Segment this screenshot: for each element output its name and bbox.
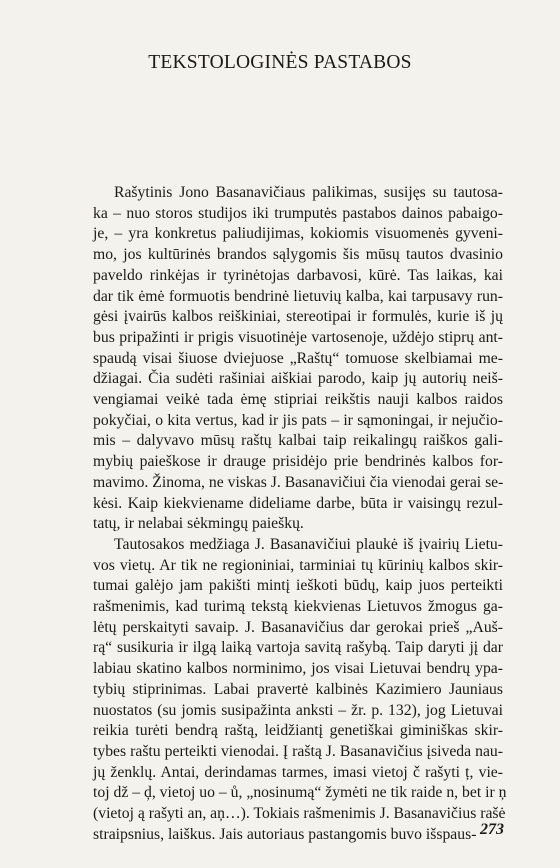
text-line: Tautosakos medžiaga J. Basanavičiui plaukė iš įvairių Lietu-: [114, 535, 503, 553]
text-line: spaudą visai šiuose dviejuose „Raštų“ tomuose skelbiamai me-: [93, 349, 503, 367]
text-line: Rašytinis Jono Basanavičiaus palikimas, susijęs su tautosa-: [114, 184, 503, 201]
text-line: kėsi. Kaip kiekviename dideliame darbe, būta ir vaisingų rezul-: [93, 494, 503, 512]
paragraph-2: [93, 535, 507, 846]
text-line: tatų, ir nelabai sėkmingų paieškų.: [93, 515, 304, 533]
text-line: nuostatos (su jomis susipažinta anksti – žr. p. 132), jog Lietuvai: [93, 701, 503, 719]
body-text: [93, 183, 507, 846]
text-line: rašmenimis, kad turimą tekstą kiekvienas Lietuvos žmogus ga-: [93, 598, 503, 616]
text-line: pokyčiai, o kita vertus, kad ir jis pats – ir sąmoningai, ir nejučio-: [93, 411, 503, 429]
paragraph-1: [93, 183, 503, 535]
text-line: džiagai. Čia sudėti rašiniai aiškiai parodo, kaip jų autorių neiš-: [93, 370, 503, 388]
text-line: tumai galėjo jam pakišti mintį ieškoti būdų, kaip juos perteikti: [93, 577, 503, 595]
text-line: vos vietų. Ar tik ne regioniniai, tarminiai tų kūrinių kalbos skir-: [93, 556, 503, 574]
page-title: TEKSTOLOGINĖS PASTABOS: [148, 52, 412, 73]
text-line: je, – yra konkretus paliudijimas, kokiomis visuomenės gyveni-: [93, 225, 503, 243]
text-line: dar tik ėmė formuotis bendrinė lietuvių kalba, kai tarpusavy run-: [93, 287, 503, 305]
text-line: jų ženklų. Antai, derindamas tarmes, imasi vietoj č rašyti ț, vie-: [93, 763, 503, 781]
text-line: mavimo. Žinoma, ne viskas J. Basanavičiui čia vienodai gerai se-: [93, 473, 504, 491]
text-line: straipsnius, laiškus. Jais autoriaus pastangomis buvo išspaus-: [93, 825, 477, 843]
text-line: mis – dalyvavo mūsų raštų kalbai taip reikalingų raiškos gali-: [93, 432, 503, 450]
text-line: paveldo rinkėjas ir tyrinėtojas darbavosi, kūrė. Tas laikas, kai: [93, 266, 503, 284]
text-line: lėtų perskaityti savaip. J. Basanavičius dar gerokai prieš „Auš-: [93, 618, 503, 636]
text-line: bus pripažinti ir prigis visuotinėje vartosenoje, uždėjo stiprų ant-: [93, 328, 503, 346]
text-line: toj dž – ḑ, vietoj uo – ů, „nosinumą“ žymėti ne tik raide n, bet ir ņ: [93, 784, 507, 802]
text-line: reikia turėti bendrą raštą, leidžiantį genetiškai giminiškas skir-: [93, 722, 503, 740]
text-line: labiau skatino kalbos norminimo, jos visai Lietuvai bendrų ypa-: [93, 660, 503, 678]
text-line: tybes raštu perteikti vienodai. Į raštą J. Basanavičius įsiveda nau-: [93, 742, 503, 760]
text-line: vengiamai veikė tada ėmę stipriai reikštis nauji kalbos raidos: [93, 391, 503, 409]
text-line: ka – nuo storos studijos iki trumputės pastabos dainos pabaigo-: [93, 204, 503, 222]
text-line: tybių stiprinimas. Labai pravertė kalbinės Kazimiero Jauniaus: [93, 680, 503, 698]
text-line: mybių paieškose ir drauge prisidėjo prie bendrinės kalbos for-: [93, 453, 503, 471]
text-line: (vietoj ą rašyti an, aņ…). Tokiais rašmenimis J. Basanavičius rašė: [93, 805, 506, 823]
text-line: rą“ susikuria ir ilgą laiką vartoja savitą rašybą. Taip daryti jį dar: [93, 639, 503, 657]
text-line: gėsi įvairūs kalbos reiškiniai, stereotipai ir formulės, kurie iš jų: [93, 308, 503, 326]
text-line: mo, jos kultūrinės brandos sąlygomis šis mūsų tautos dvasinio: [93, 246, 503, 264]
page-number: 273: [480, 821, 504, 838]
